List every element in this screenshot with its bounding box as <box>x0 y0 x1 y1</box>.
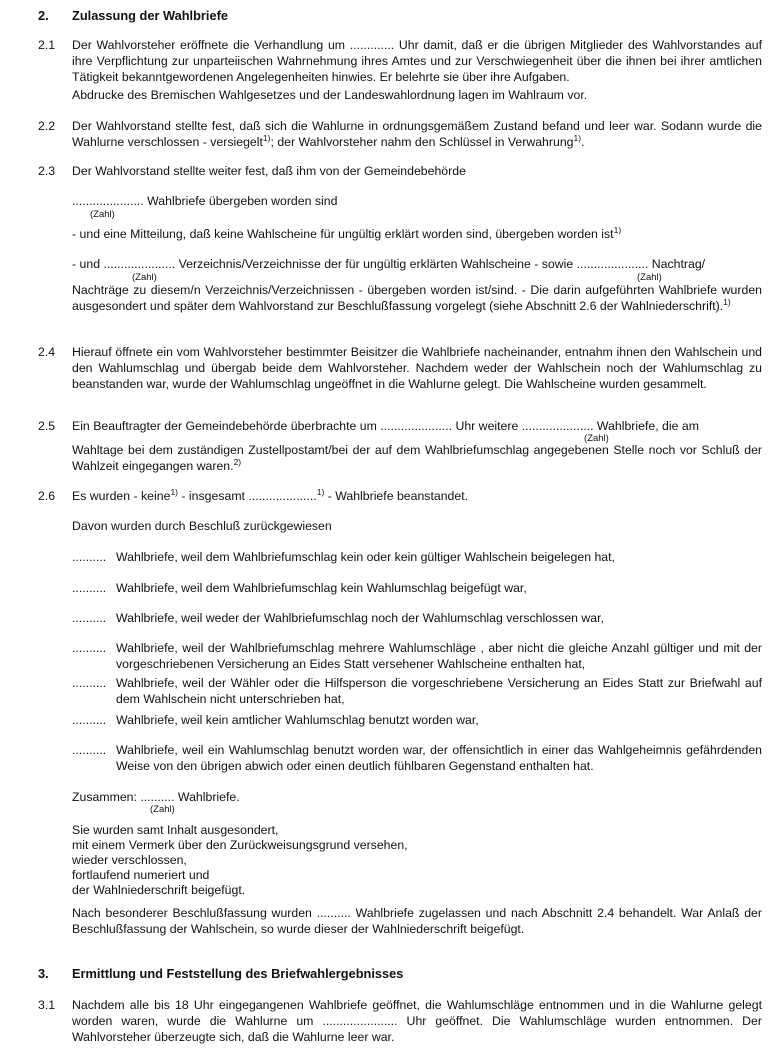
procedure-line: wieder verschlossen, <box>72 853 187 867</box>
section-2-number: 2. <box>38 8 49 23</box>
footnote-ref: 1) <box>262 132 271 143</box>
footnote-ref: 1) <box>316 486 325 497</box>
paragraph-2-3-line-4: Nachträge zu diesem/n Verzeichnis/Verzeichnissen - übergeben worden ist/sind. - Die darin aufgeführten Wahlbriefe wurden ausgesondert und später dem Wahlvorstand zur Beschlußfassung vorgelegt (siehe Abschnitt 2.6 der Wahlniederschrift).$^{1)}$ <box>72 283 762 313</box>
paragraph-2-5-line-1: Ein Beauftragter der Gemeindebehörde überbrachte um ..................... Uhr weitere ..................... Wahlbriefe, die am <box>72 419 699 433</box>
paragraph-2-6-intro: Davon wurden durch Beschluß zurückgewiesen <box>72 519 332 533</box>
zahl-label: (Zahl) <box>150 804 175 815</box>
section-3-number: 3. <box>38 966 49 981</box>
paragraph-2-2-text: Der Wahlvorstand stellte fest, daß sich die Wahlurne in ordnungsgemäßem Zustand befand und leer war. Sodann wurde die Wahlurne verschlossen - versiegelt$^{1)}$; der Wahlvorsteher nahm den Schlüssel in Verwahrung$^{1)}$. <box>72 119 762 149</box>
paragraph-2-3-number: 2.3 <box>38 164 56 178</box>
paragraph-2-4-number: 2.4 <box>38 345 56 359</box>
total-line: Zusammen: .......... Wahlbriefe. <box>72 790 240 804</box>
item-count-field: .......... <box>72 611 107 625</box>
list-item: Wahlbriefe, weil kein amtlicher Wahlumschlag benutzt worden war, <box>116 713 479 727</box>
item-count-field: .......... <box>72 676 107 690</box>
list-item: Wahlbriefe, weil weder der Wahlbriefumschlag noch der Wahlumschlag verschlossen war, <box>116 611 604 625</box>
list-item: Wahlbriefe, weil dem Wahlbriefumschlag kein oder kein gültiger Wahlschein beigelegen hat, <box>116 550 615 564</box>
paragraph-2-4-text: Hierauf öffnete ein vom Wahlvorsteher bestimmter Beisitzer die Wahlbriefe nacheinander, entnahm ihnen den Wahlschein und den Wahlumschlag und übergab beide dem Wahlvorsteher. Nachdem weder der Wahlschein noch der Wahlumschlag zu beanstanden war, wurde der Wahlumschlag ungeöffnet in die Wahlurne gelegt. Die Wahlscheine wurden gesammelt. <box>72 345 762 391</box>
item-count-field: .......... <box>72 550 107 564</box>
paragraph-2-5-number: 2.5 <box>38 419 56 433</box>
zahl-label: (Zahl) <box>637 272 662 283</box>
section-3-title: Ermittlung und Feststellung des Briefwahlergebnisses <box>72 966 404 981</box>
item-count-field: .......... <box>72 713 107 727</box>
zahl-label: (Zahl) <box>584 433 609 444</box>
paragraph-2-1-text: Der Wahlvorsteher eröffnete die Verhandlung um ............. Uhr damit, daß er die übrigen Mitglieder des Wahlvorstandes auf ihre Verpflichtung zur unparteiischen Wahrnehmung ihres Amtes und zur Verschwiegenheit über die ihnen bei ihrer amtlichen Tätigkeit bekanntgewordenen Angelegenheiten hinwies. Er belehrte sie über ihre Aufgaben. <box>72 38 762 84</box>
procedure-line: der Wahlniederschrift beigefügt. <box>72 883 246 897</box>
paragraph-3-1-number: 3.1 <box>38 998 56 1012</box>
item-count-field: .......... <box>72 641 107 655</box>
paragraph-2-1-number: 2.1 <box>38 38 56 52</box>
footnote-ref: 1) <box>613 224 622 235</box>
zahl-label: (Zahl) <box>90 209 115 220</box>
paragraph-2-1-text-2: Abdrucke des Bremischen Wahlgesetzes und der Landeswahlordnung lagen im Wahlraum vor. <box>72 88 588 102</box>
footnote-ref: 2) <box>233 456 242 467</box>
procedure-line: fortlaufend numeriert und <box>72 868 210 882</box>
paragraph-2-6-line-1: Es wurden - keine$^{1)}$ - insgesamt ....................$^{1)}$ - Wahlbriefe beanstandet. <box>72 486 469 503</box>
paragraph-2-5-line-2: Wahltage bei dem zuständigen Zustellpostamt/bei der auf dem Wahlbriefumschlag angegebenen Stelle noch vor Schluß der Wahlzeit eingegangen waren.$^{2)}$ <box>72 443 762 473</box>
paragraph-2-3-line-1: ..................... Wahlbriefe übergeben worden sind <box>72 194 338 208</box>
item-count-field: .......... <box>72 581 107 595</box>
paragraph-2-3-line-2: - und eine Mitteilung, daß keine Wahlscheine für ungültig erklärt worden sind, übergeben worden ist$^{1)}$ <box>72 224 622 241</box>
paragraph-2-6-final: Nach besonderer Beschlußfassung wurden .......... Wahlbriefe zugelassen und nach Abschnitt 2.4 behandelt. War Anlaß der Beschlußfassung der Wahlschein, so wurde dieser der Wahlniederschrift beigefügt. <box>72 906 762 936</box>
paragraph-2-3-text: Der Wahlvorstand stellte weiter fest, daß ihm von der Gemeindebehörde <box>72 164 466 178</box>
paragraph-2-2-number: 2.2 <box>38 119 56 133</box>
item-count-field: .......... <box>72 743 107 757</box>
section-2-title: Zulassung der Wahlbriefe <box>72 8 228 23</box>
procedure-line: mit einem Vermerk über den Zurückweisungsgrund versehen, <box>72 838 408 852</box>
list-item: Wahlbriefe, weil dem Wahlbriefumschlag kein Wahlumschlag beigefügt war, <box>116 581 527 595</box>
procedure-line: Sie wurden samt Inhalt ausgesondert, <box>72 823 279 837</box>
list-item: Wahlbriefe, weil ein Wahlumschlag benutzt worden war, der offensichtlich in einer das Wahlgeheimnis gefährdenden Weise von den übrigen abwich oder einen deutlich fühlbaren Gegenstand enthalten hat. <box>116 743 762 773</box>
paragraph-2-6-number: 2.6 <box>38 489 56 503</box>
footnote-ref: 1) <box>723 296 731 307</box>
footnote-ref: 1) <box>170 486 178 497</box>
list-item: Wahlbriefe, weil der Wähler oder die Hilfsperson die vorgeschriebene Versicherung an Eides Statt zur Briefwahl auf dem Wahlschein nicht unterschrieben hat, <box>116 676 762 706</box>
zahl-label: (Zahl) <box>132 272 157 283</box>
paragraph-3-1-text: Nachdem alle bis 18 Uhr eingegangenen Wahlbriefe geöffnet, die Wahlumschläge entnommen und in die Wahlurne gelegt worden waren, wurde die Wahlurne um ...................... Uhr geöffnet. Die Wahlumschläge wurden entnommen. Der Wahlvorsteher überzeugte sich, daß die Wahlurne leer war. <box>72 998 762 1044</box>
paragraph-2-3-line-3: - und ..................... Verzeichnis/Verzeichnisse der für ungültig erklärten Wahlscheine - sowie ..................... Nachtrag/ <box>72 257 706 271</box>
list-item: Wahlbriefe, weil der Wahlbriefumschlag mehrere Wahlumschläge , aber nicht die gleiche Anzahl gültiger und mit der vorgeschriebenen Versicherung an Eides Statt versehener Wahlscheine enthalten hat, <box>116 641 762 671</box>
footnote-ref: 1) <box>573 132 582 143</box>
